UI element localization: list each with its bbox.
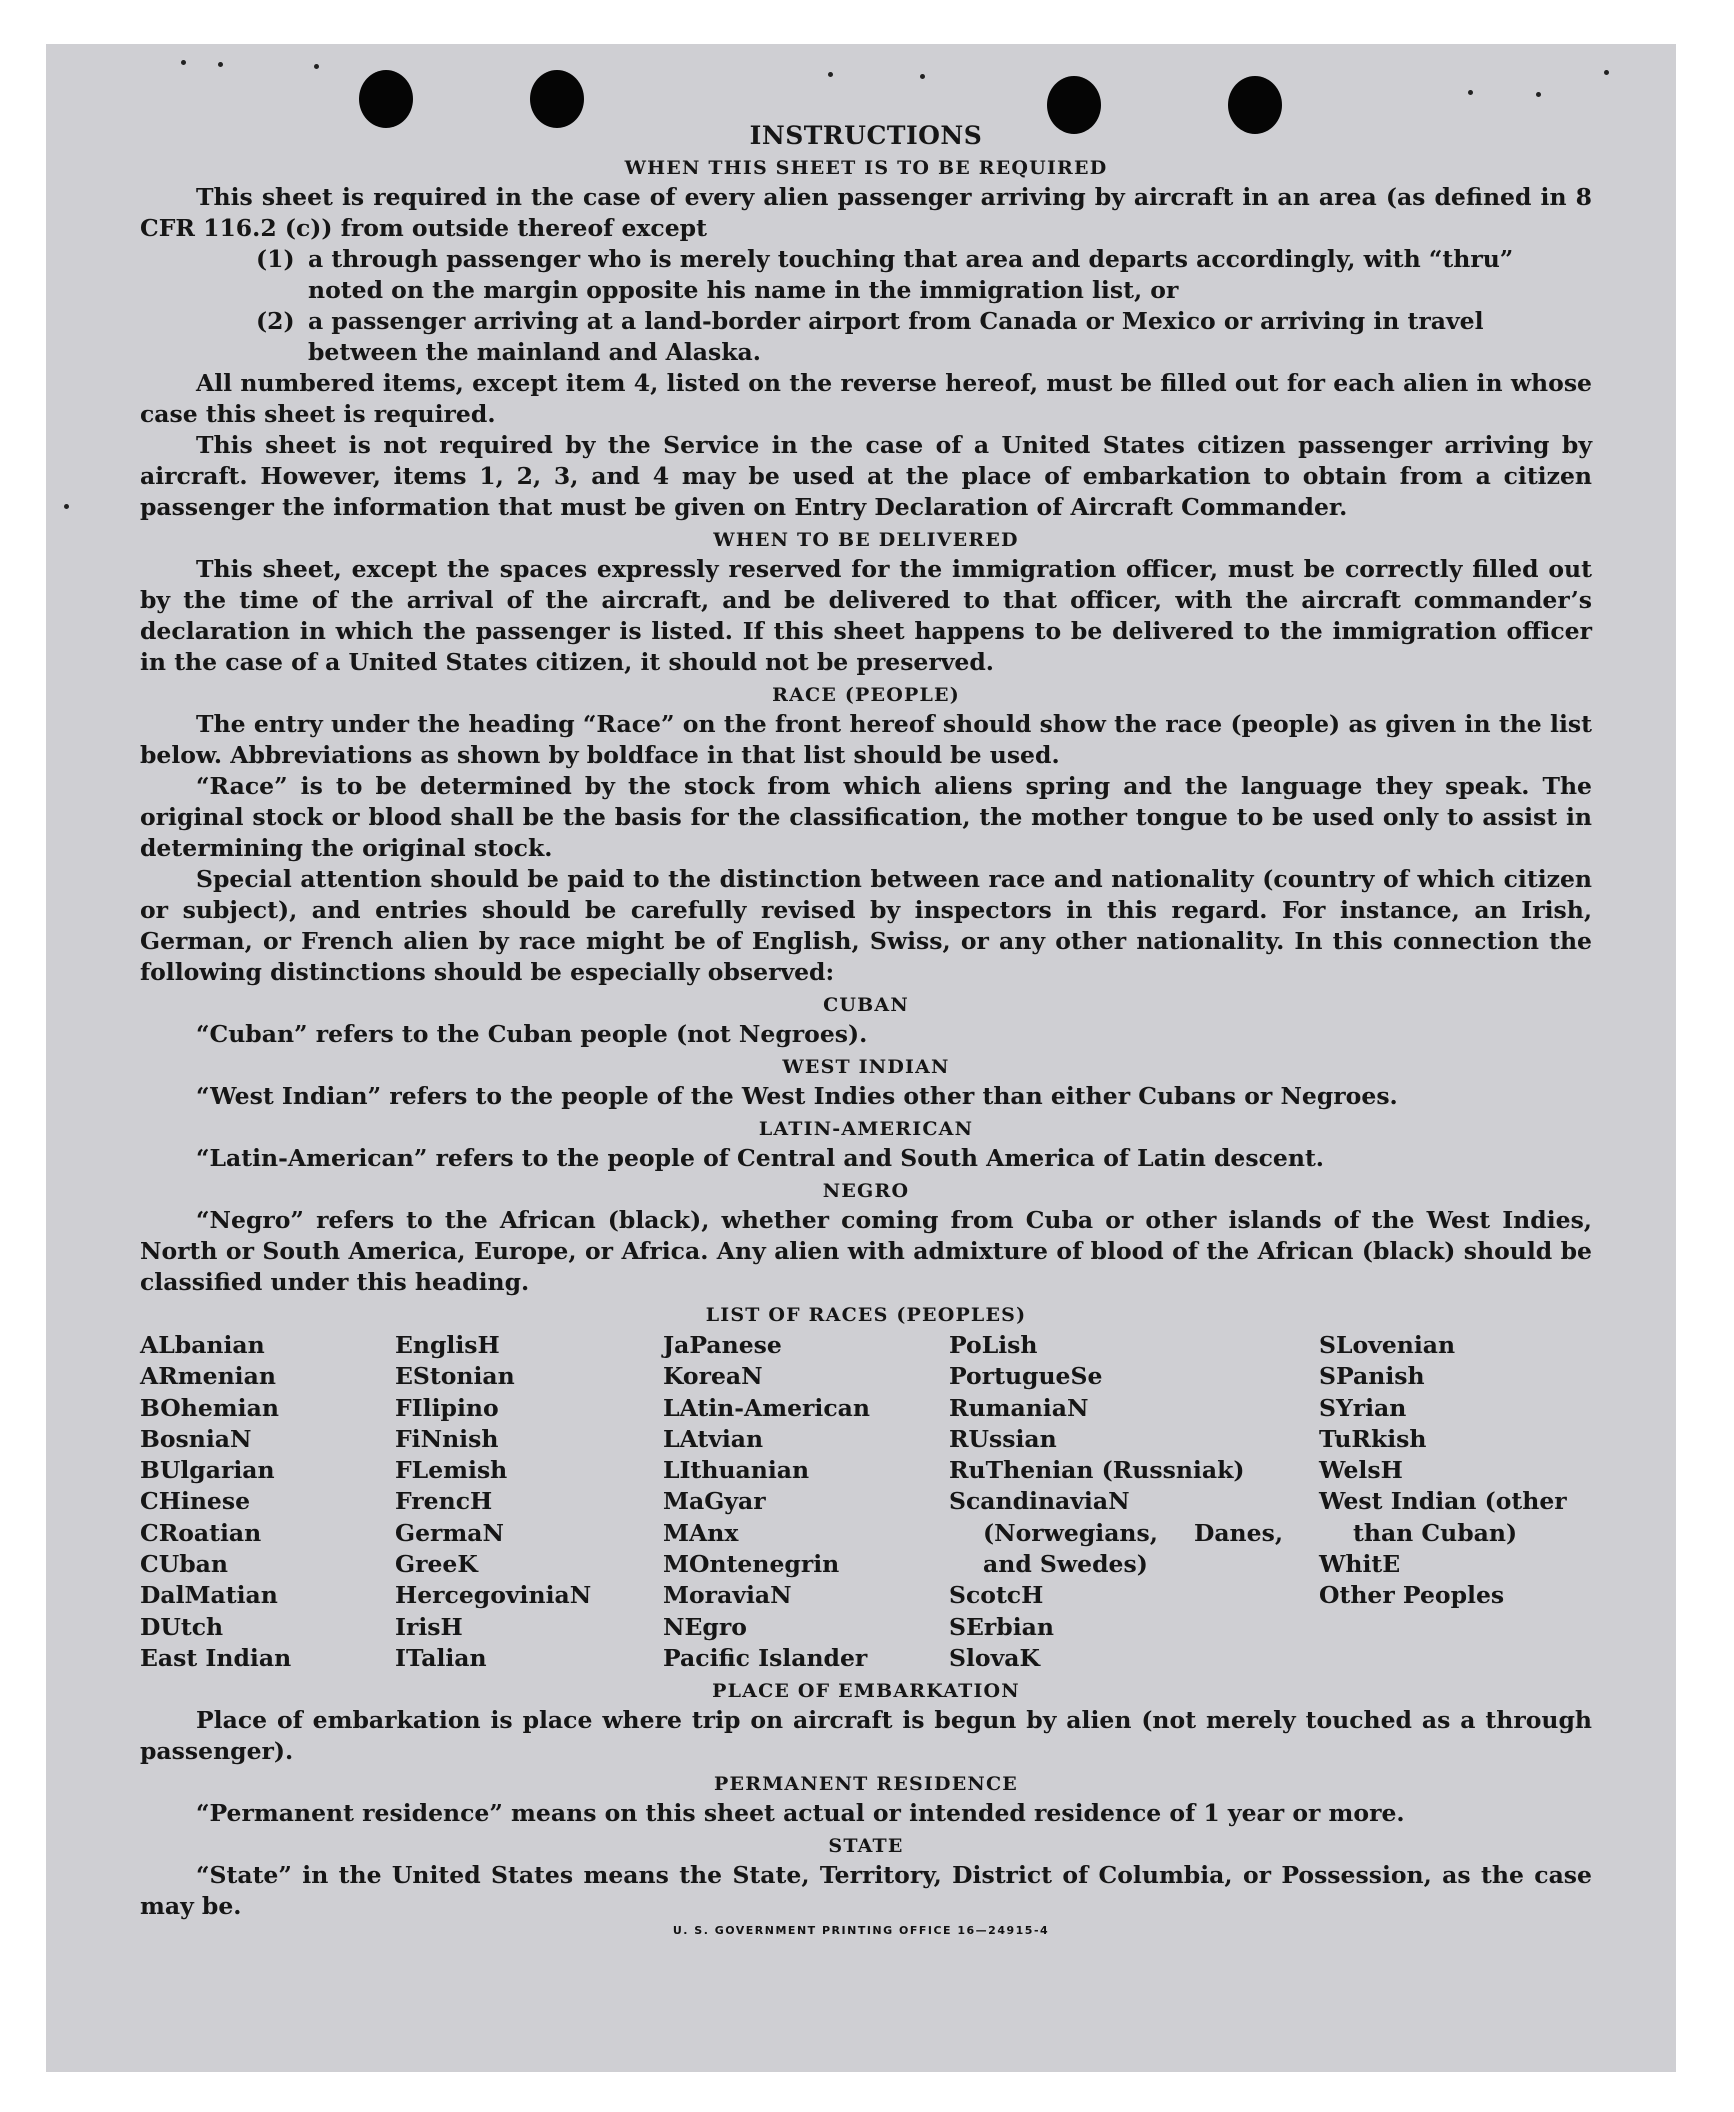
section-heading: LIST OF RACES (PEOPLES) xyxy=(705,1304,1027,1326)
race-item: RumaniaN xyxy=(949,1393,1089,1422)
definition: “West Indian” refers to the people of the West Indies other than either Cubans or Negroes. xyxy=(196,1082,1398,1110)
race-item: GreeK xyxy=(395,1550,478,1579)
list-item xyxy=(256,306,1592,368)
race-item: DUtch xyxy=(140,1612,224,1641)
paragraph: Special attention should be paid to the distinction between race and nationality (country of which citizen or subject), and entries should be carefully revised by inspectors in this regard. For instance, an Irish, German, or French alien by race might be of English, Swiss, or any other nationality. In this connection the following distinctions should be especially observed: xyxy=(140,865,1592,986)
section-heading: PLACE OF EMBARKATION xyxy=(712,1680,1020,1703)
race-column xyxy=(663,1330,949,1674)
race-item: CRoatian xyxy=(140,1518,262,1547)
paragraph: All numbered items, except item 4, listed on the reverse hereof, must be filled out for each alien in whose case this sheet is required. xyxy=(140,369,1592,428)
section-heading: NEGRO xyxy=(822,1180,910,1202)
race-item: ARmenian xyxy=(140,1362,276,1391)
race-item: WelsH xyxy=(1319,1456,1403,1485)
race-item: LAtin-American xyxy=(663,1393,870,1422)
speck xyxy=(64,504,69,509)
race-column xyxy=(395,1330,663,1674)
race-item: BOhemian xyxy=(140,1393,279,1422)
race-item: SlovaK xyxy=(949,1643,1040,1672)
race-item: KoreaN xyxy=(663,1362,763,1391)
paragraph: This sheet, except the spaces expressly reserved for the immigration officer, must be correctly filled out by the time of the arrival of the aircraft, and be delivered to that officer, with the aircraft commander’s declaration in which the passenger is listed. If this sheet happens to be delivered to the immigration officer in the case of a United States citizen, it should not be preserved. xyxy=(140,555,1592,676)
race-item: SErbian xyxy=(949,1612,1054,1641)
race-item: LIthuanian xyxy=(663,1456,810,1485)
race-item: ScandinaviaN (Norwegians, Danes, and Swedes) xyxy=(949,1487,1283,1579)
speck xyxy=(218,62,223,67)
race-item: MOntenegrin xyxy=(663,1550,840,1579)
race-item: LAtvian xyxy=(663,1424,764,1453)
race-item: FIlipino xyxy=(395,1393,499,1422)
section-heading: LATIN-AMERICAN xyxy=(758,1118,974,1140)
race-item: Other Peoples xyxy=(1319,1581,1505,1610)
race-item: WhitE xyxy=(1319,1550,1401,1579)
definition: “Cuban” refers to the Cuban people (not Negroes). xyxy=(196,1020,868,1048)
race-item: PoLish xyxy=(949,1331,1038,1359)
race-item: CHinese xyxy=(140,1487,251,1516)
paragraph: “Negro” refers to the African (black), whether coming from Cuba or other islands of the West Indies, North or South America, Europe, or Africa. Any alien with admixture of blood of the African (black) should be classified under this heading. xyxy=(140,1206,1592,1296)
race-item: MaGyar xyxy=(663,1487,766,1516)
section-heading: WEST INDIAN xyxy=(782,1056,950,1078)
printer-imprint: U. S. GOVERNMENT PRINTING OFFICE 16—24915-4 xyxy=(672,1924,1050,1937)
race-item: NEgro xyxy=(663,1612,747,1641)
item-text: a passenger arriving at a land-border airport from Canada or Mexico or arriving in travel between the mainland and Alaska. xyxy=(308,307,1484,366)
race-column xyxy=(1319,1330,1619,1674)
speck xyxy=(828,72,833,77)
race-column xyxy=(949,1330,1319,1674)
document-sheet xyxy=(46,44,1676,2072)
speck xyxy=(181,60,186,65)
race-item: BUlgarian xyxy=(140,1456,275,1485)
race-list xyxy=(140,1330,1592,1674)
race-item: FrencH xyxy=(395,1487,493,1516)
race-item: ITalian xyxy=(395,1643,487,1672)
section-heading: STATE xyxy=(828,1835,904,1858)
page-title: INSTRUCTIONS xyxy=(749,121,983,150)
race-item: East Indian xyxy=(140,1643,292,1672)
race-item: West Indian (other than Cuban) xyxy=(1319,1487,1567,1547)
race-item: GermaN xyxy=(395,1518,504,1547)
item-text: a through passenger who is merely touching that area and departs accordingly, with “thru” noted on the margin opposite his name in the immigration list, or xyxy=(308,245,1514,304)
paragraph: “State” in the United States means the State, Territory, District of Columbia, or Possession, as the case may be. xyxy=(140,1861,1592,1921)
race-item: DalMatian xyxy=(140,1581,278,1610)
speck xyxy=(1468,90,1473,95)
speck xyxy=(1604,70,1609,75)
speck xyxy=(920,74,925,79)
section-heading: PERMANENT RESIDENCE xyxy=(714,1773,1018,1796)
race-item: TuRkish xyxy=(1319,1424,1427,1453)
list-item xyxy=(256,244,1592,306)
race-item: MoraviaN xyxy=(663,1581,792,1610)
race-item: JaPanese xyxy=(663,1331,782,1359)
race-item: CUban xyxy=(140,1550,228,1579)
section-heading: CUBAN xyxy=(823,994,909,1016)
section-heading: WHEN THIS SHEET IS TO BE REQUIRED xyxy=(624,157,1108,179)
race-item: HercegoviniaN xyxy=(395,1581,592,1610)
race-item: RUssian xyxy=(949,1424,1057,1453)
section-heading: WHEN TO BE DELIVERED xyxy=(713,529,1019,551)
paragraph: Place of embarkation is place where trip on aircraft is begun by alien (not merely touched as a through passenger). xyxy=(140,1706,1592,1766)
item-number: (1) xyxy=(256,245,295,273)
paragraph: “Race” is to be determined by the stock from which aliens spring and the language they speak. The original stock or blood shall be the basis for the classification, the mother tongue to be used only to assist in determining the original stock. xyxy=(140,772,1592,862)
race-item: SPanish xyxy=(1319,1362,1425,1391)
paragraph: The entry under the heading “Race” on the front hereof should show the race (people) as given in the list below. Abbreviations as shown by boldface in that list should be used. xyxy=(140,710,1592,769)
race-item: MAnx xyxy=(663,1518,739,1547)
paragraph: This sheet is not required by the Service in the case of a United States citizen passenger arriving by aircraft. However, items 1, 2, 3, and 4 may be used at the place of embarkation to obtain from a citizen passenger the information that must be given on Entry Declaration of Aircraft Commander. xyxy=(140,431,1592,521)
race-item: IrisH xyxy=(395,1612,463,1641)
race-item: ALbanian xyxy=(140,1331,265,1359)
paragraph: This sheet is required in the case of every alien passenger arriving by aircraft in an area (as defined in 8 CFR 116.2 (c)) from outside thereof except xyxy=(140,183,1592,242)
race-item: FiNnish xyxy=(395,1424,499,1453)
race-item: ScotcH xyxy=(949,1581,1044,1610)
race-item: BosniaN xyxy=(140,1424,252,1453)
race-item: SYrian xyxy=(1319,1393,1407,1422)
race-item: PortugueSe xyxy=(949,1362,1103,1391)
race-item: EStonian xyxy=(395,1362,515,1391)
race-item: SLovenian xyxy=(1319,1331,1456,1359)
item-number: (2) xyxy=(256,307,295,335)
instructions-document xyxy=(140,118,1592,1922)
speck xyxy=(314,64,319,69)
definition: “Latin-American” refers to the people of Central and South America of Latin descent. xyxy=(196,1144,1324,1172)
race-item: RuThenian (Russniak) xyxy=(949,1456,1245,1485)
race-column xyxy=(140,1330,395,1674)
race-item: Pacific Islander xyxy=(663,1643,868,1672)
section-heading: RACE (PEOPLE) xyxy=(772,684,960,706)
race-item: FLemish xyxy=(395,1456,508,1485)
race-item: EnglisH xyxy=(395,1331,500,1359)
speck xyxy=(1536,92,1541,97)
definition: “Permanent residence” means on this sheet actual or intended residence of 1 year or more. xyxy=(196,1799,1405,1828)
